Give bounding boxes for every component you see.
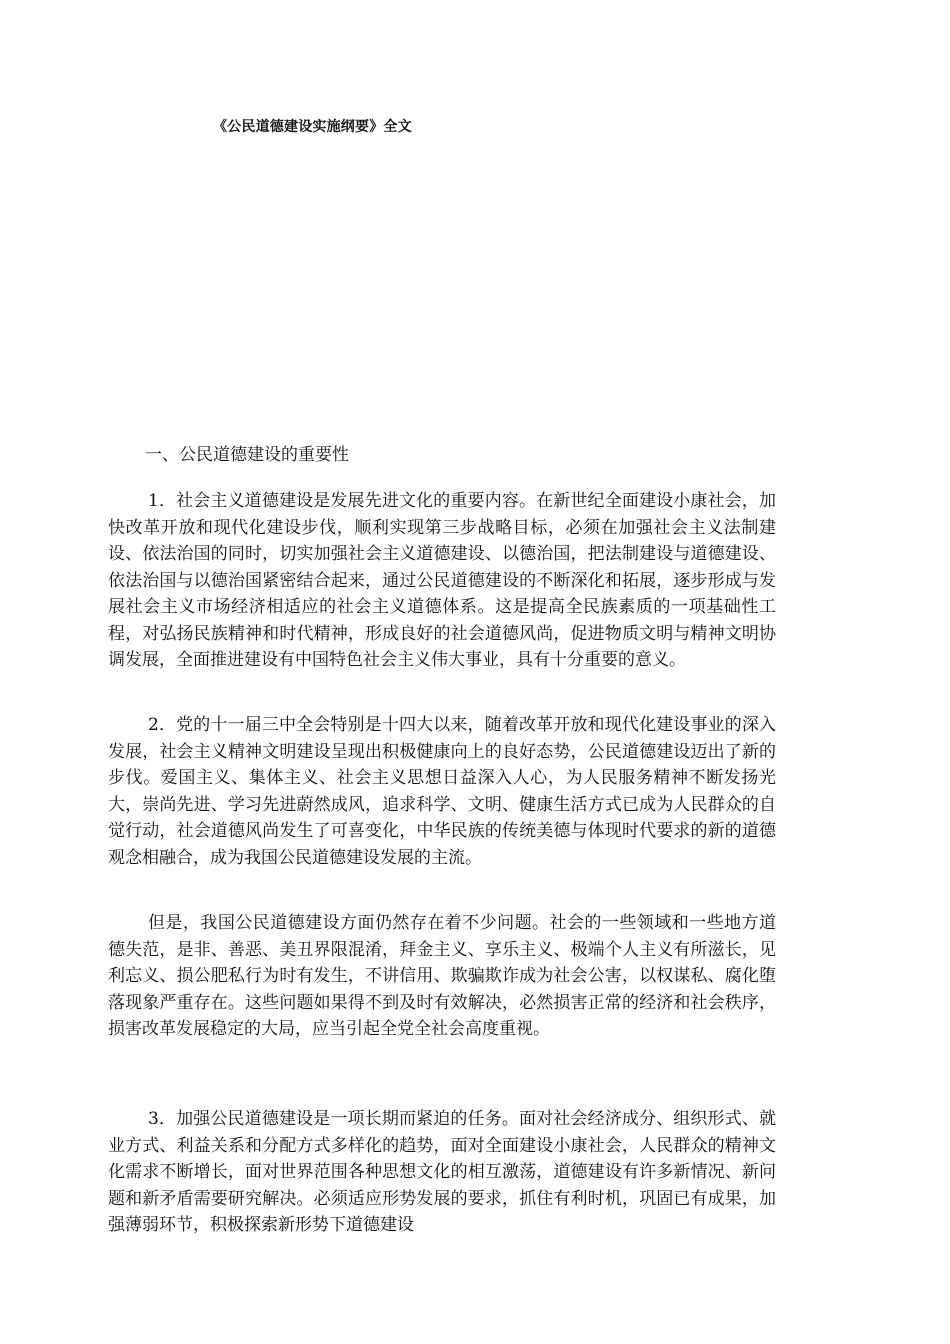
document-title: 《公民道德建设实施纲要》全文 [213,119,412,135]
paragraph-4: 3．加强公民道德建设是一项长期而紧迫的任务。面对社会经济成分、组织形式、就业方式、利益关系和分配方式多样化的趋势，面对全面建设小康社会，人民群众的精神文化需求不断增长，面对世界范围各种思想文化的相互激荡，道德建设有许多新情况、新问题和新矛盾需要研究解决。必须适应形势发展的要求，抓住有利时机，巩固已有成果，加强薄弱环节，积极探索新形势下道德建设 [108,1109,776,1235]
paragraph-3: 但是，我国公民道德建设方面仍然存在着不少问题。社会的一些领域和一些地方道德失范，是非、善恶、美丑界限混淆，拜金主义、享乐主义、极端个人主义有所滋长，见利忘义、损公肥私行为时有发生，不讲信用、欺骗欺诈成为社会公害，以权谋私、腐化堕落现象严重存在。这些问题如果得不到及时有效解决，必然损害正常的经济和社会秩序，损害改革发展稳定的大局，应当引起全党全社会高度重视。 [108,913,776,1039]
paragraph-1: 1．社会主义道德建设是发展先进文化的重要内容。在新世纪全面建设小康社会，加快改革开放和现代化建设步伐，顺利实现第三步战略目标，必须在加强社会主义法制建设、依法治国的同时，切实加强社会主义道德建设、以德治国，把法制建设与道德建设、依法治国与以德治国紧密结合起来，通过公民道德建设的不断深化和拓展，逐步形成与发展社会主义市场经济相适应的社会主义道德体系。这是提高全民族素质的一项基础性工程，对弘扬民族精神和时代精神，形成良好的社会道德风尚，促进物质文明与精神文明协调发展，全面推进建设有中国特色社会主义伟大事业，具有十分重要的意义。 [108,491,776,670]
paragraph-2: 2．党的十一届三中全会特别是十四大以来，随着改革开放和现代化建设事业的深入发展，社会主义精神文明建设呈现出积极健康向上的良好态势，公民道德建设迈出了新的步伐。爱国主义、集体主义、社会主义思想日益深入人心，为人民服务精神不断发扬光大，崇尚先进、学习先进蔚然成风，追求科学、文明、健康生活方式已成为人民群众的自觉行动，社会道德风尚发生了可喜变化，中华民族的传统美德与体现时代要求的新的道德观念相融合，成为我国公民道德建设发展的主流。 [108,715,776,868]
section-heading: 一、公民道德建设的重要性 [145,445,349,465]
